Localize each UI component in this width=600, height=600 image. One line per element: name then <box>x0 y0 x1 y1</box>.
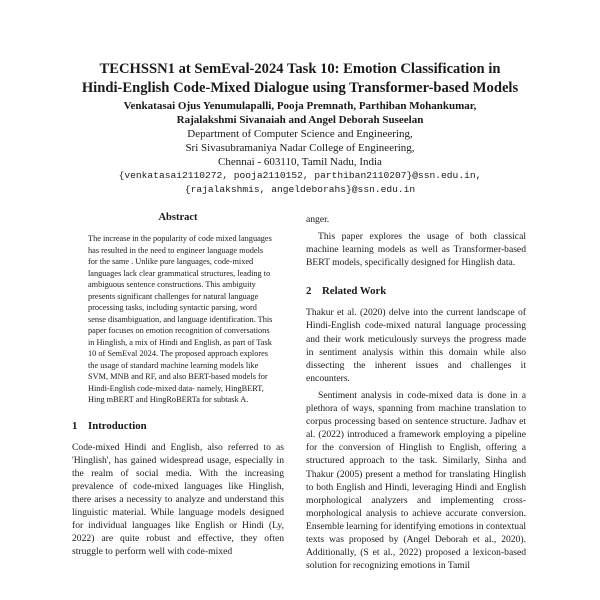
introduction-paragraph: Code-mixed Hindi and English, also referred to as 'Hinglish', has gained widespread usage, especially in the realm of social media. With the increasing prevalence of code-mixed languages like Hinglish, there arises a necessity to analyze and understand this linguistic material. While language models designed for individual languages like English or Hindi (Ly, 2022) are quite robust and effective, they often struggle to perform well with code-mixed <box>72 441 284 558</box>
right-column <box>306 213 526 572</box>
author-emails-1: {venkatasai2110272, pooja2110152, parthiban2110207}@ssn.edu.in, <box>118 170 482 181</box>
authors-line-1: Venkatasai Ojus Yenumulapalli, Pooja Premnath, Parthiban Mohankumar, <box>123 100 477 112</box>
title-line-2: Hindi-English Code-Mixed Dialogue using Transformer-based Models <box>81 80 519 96</box>
section-title: Related Work <box>322 285 387 298</box>
affiliation-block <box>20 127 580 197</box>
paper-title <box>20 60 580 98</box>
abstract-heading: Abstract <box>158 212 198 223</box>
section-title: Introduction <box>88 419 147 432</box>
related-work-heading <box>306 285 526 297</box>
affiliation-college: Sri Sivasubramaniya Nadar College of Engineering, <box>185 142 415 154</box>
introduction-heading <box>72 420 284 432</box>
author-emails-2: {rajalakshmis, angeldeborahs}@ssn.edu.in <box>184 184 416 195</box>
abstract-body <box>72 233 284 406</box>
section-number: 2 <box>306 285 312 298</box>
affiliation-city: Chennai - 603110, Tamil Nadu, India <box>218 156 382 168</box>
carry-over-text: anger. <box>306 214 330 225</box>
related-work-paragraph-2: Sentiment analysis in code-mixed data is done in a plethora of ways, spanning from machine translation to corpus processing based on sentence structure. Jadhav et al. (2022) introduced a framework employing a pipeline for the conversion of Hinglish to English, offering a structured approach to the task. Similarly, Sinha and Thakur (2005) present a method for translating Hinglish to both English and Hindi, leveraging Hindi and English morphological analyzers and implementing cross-morphological analysis to achieve accurate conversion. Ensemble learning for identifying emotions in contextual texts was proposed by (Angel Deborah et al., 2020). Additionally, (S et al., 2022) proposed a lexicon-based solution for recognizing emotions in Tamil <box>306 389 526 572</box>
affiliation-dept: Department of Computer Science and Engineering, <box>187 128 413 140</box>
author-list <box>20 99 580 127</box>
introduction-body <box>72 441 284 559</box>
title-line-1: TECHSSN1 at SemEval-2024 Task 10: Emotion Classification in <box>99 61 501 77</box>
related-work-paragraph-1: Thakur et al. (2020) delve into the current landscape of Hindi-English code-mixed natural language processing and their work meticulously surveys the progress made in sentiment analysis within this domain while also dissecting the inherent issues and challenges it encounters. <box>306 307 526 384</box>
authors-line-2: Rajalakshmi Sivanaiah and Angel Deborah Suseelan <box>176 114 424 126</box>
introduction-paragraph-2: This paper explores the usage of both classical machine learning models as well as Transformer-based BERT models, specifically designed for Hinglish data. <box>306 231 526 269</box>
related-work-body <box>306 306 526 572</box>
left-column <box>72 212 284 558</box>
intro-continuation <box>306 213 526 269</box>
abstract-text: The increase in the popularity of code mixed languages has resulted in the need to engineer language models for the same . Unlike pure languages, code-mixed languages lack clear grammatical structures, leading to ambiguous sentence constructions. This ambiguity presents significant challenges for natural language processing tasks, including syntactic parsing, word sense disambiguation, and language identification. This paper focuses on emotion recognition of conversations in Hinglish, a mix of Hindi and English, as part of Task 10 of SemEval 2024. The proposed approach explores the usage of standard machine learning models like SVM, MNB and RF, and also BERT-based models for Hindi-English code-mixed data- namely, HingBERT, Hing mBERT and HingRoBERTa for subtask A. <box>88 234 273 404</box>
section-number: 1 <box>72 419 78 432</box>
